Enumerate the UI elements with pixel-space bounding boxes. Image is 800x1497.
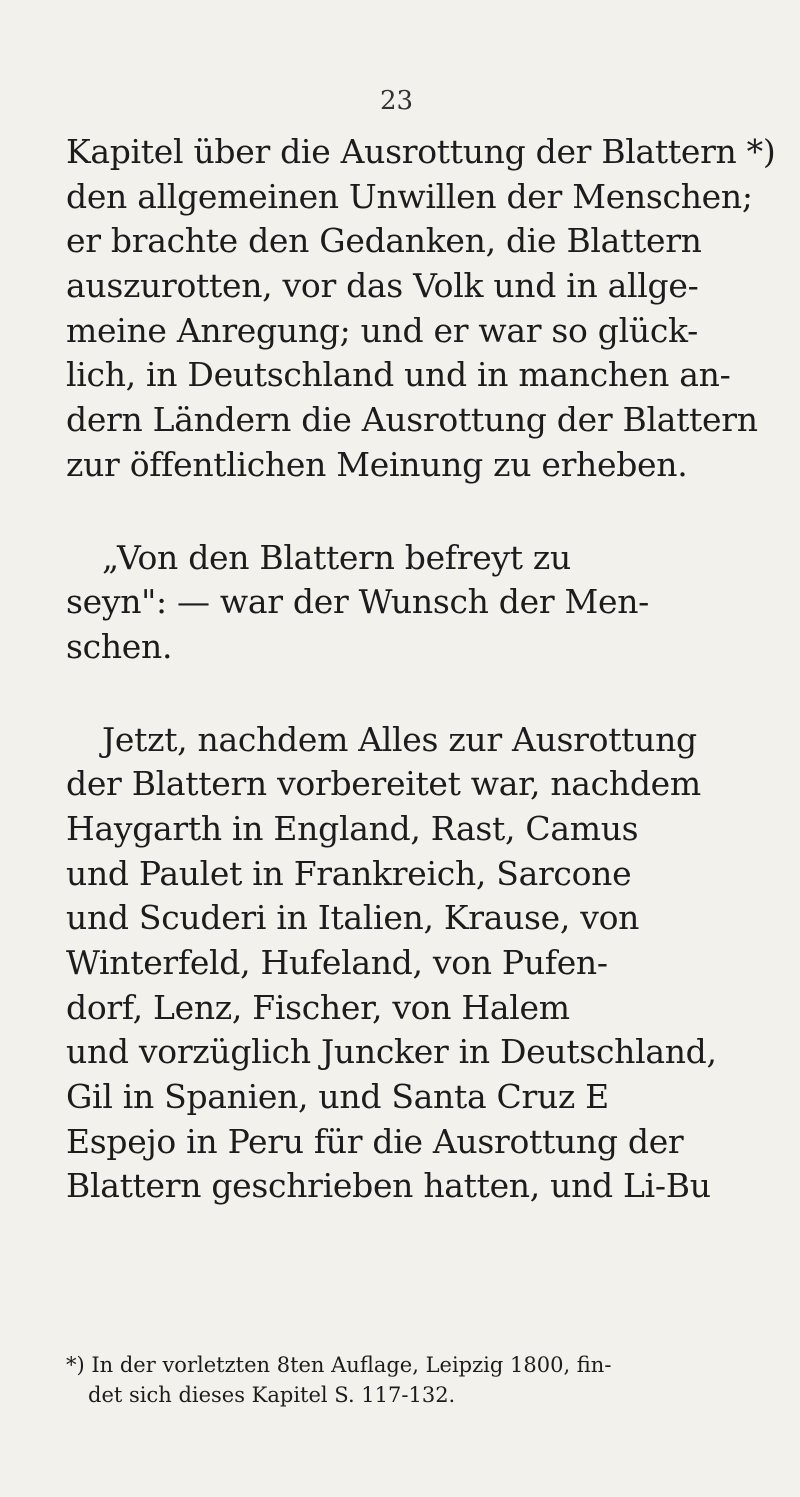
text-line: dern Ländern die Ausrottung der Blattern xyxy=(66,400,758,440)
text-line: Gil in Spanien, und Santa Cruz E xyxy=(66,1077,609,1117)
text-line: Haygarth in England, Rast, Camus xyxy=(66,808,639,848)
text-line: Jetzt, nachdem Alles zur Ausrottung xyxy=(102,719,697,759)
text-line: und vorzüglich Juncker in Deutschland, xyxy=(66,1032,717,1072)
text-line: meine Anregung; und er war so glück- xyxy=(66,310,698,350)
footnote-line: det sich dieses Kapitel S. 117-132. xyxy=(88,1383,456,1407)
paragraph-1 xyxy=(66,130,776,488)
text-line: Blattern geschrieben hatten, und Li-Bu xyxy=(66,1166,711,1206)
text-line: schen. xyxy=(66,626,173,666)
text-line: auszurotten, vor das Volk und in allge- xyxy=(66,266,699,306)
text-line: Winterfeld, Hufeland, von Pufen- xyxy=(66,943,608,982)
body-text xyxy=(66,130,776,1209)
footnote xyxy=(66,1350,766,1410)
text-line: der Blattern vorbereitet war, nachdem xyxy=(66,764,701,804)
page-number: 23 xyxy=(380,86,414,116)
footnote-line: *) In der vorletzten 8ten Auflage, Leipzig 1800, fin- xyxy=(66,1353,612,1377)
text-line: „Von den Blattern befreyt zu xyxy=(102,537,571,577)
text-line: und Paulet in Frankreich, Sarcone xyxy=(66,853,632,893)
text-line: zur öffentlichen Meinung zu erheben. xyxy=(66,444,688,484)
paragraph-gap xyxy=(66,670,766,718)
text-line: Kapitel über die Ausrottung der Blattern *) xyxy=(66,132,776,171)
paragraph-3 xyxy=(66,718,766,1210)
paragraph-gap xyxy=(66,488,766,536)
paragraph-2 xyxy=(66,536,766,670)
text-line: den allgemeinen Unwillen der Menschen; xyxy=(66,176,753,216)
text-line: lich, in Deutschland und in manchen an- xyxy=(66,355,731,395)
text-line: und Scuderi in Italien, Krause, von xyxy=(66,898,640,938)
text-line: Espejo in Peru für die Ausrottung der xyxy=(66,1121,684,1161)
text-line: seyn": — war der Wunsch der Men- xyxy=(66,582,650,622)
text-line: dorf, Lenz, Fischer, von Halem xyxy=(66,987,570,1027)
text-line: er brachte den Gedanken, die Blattern xyxy=(66,221,702,261)
